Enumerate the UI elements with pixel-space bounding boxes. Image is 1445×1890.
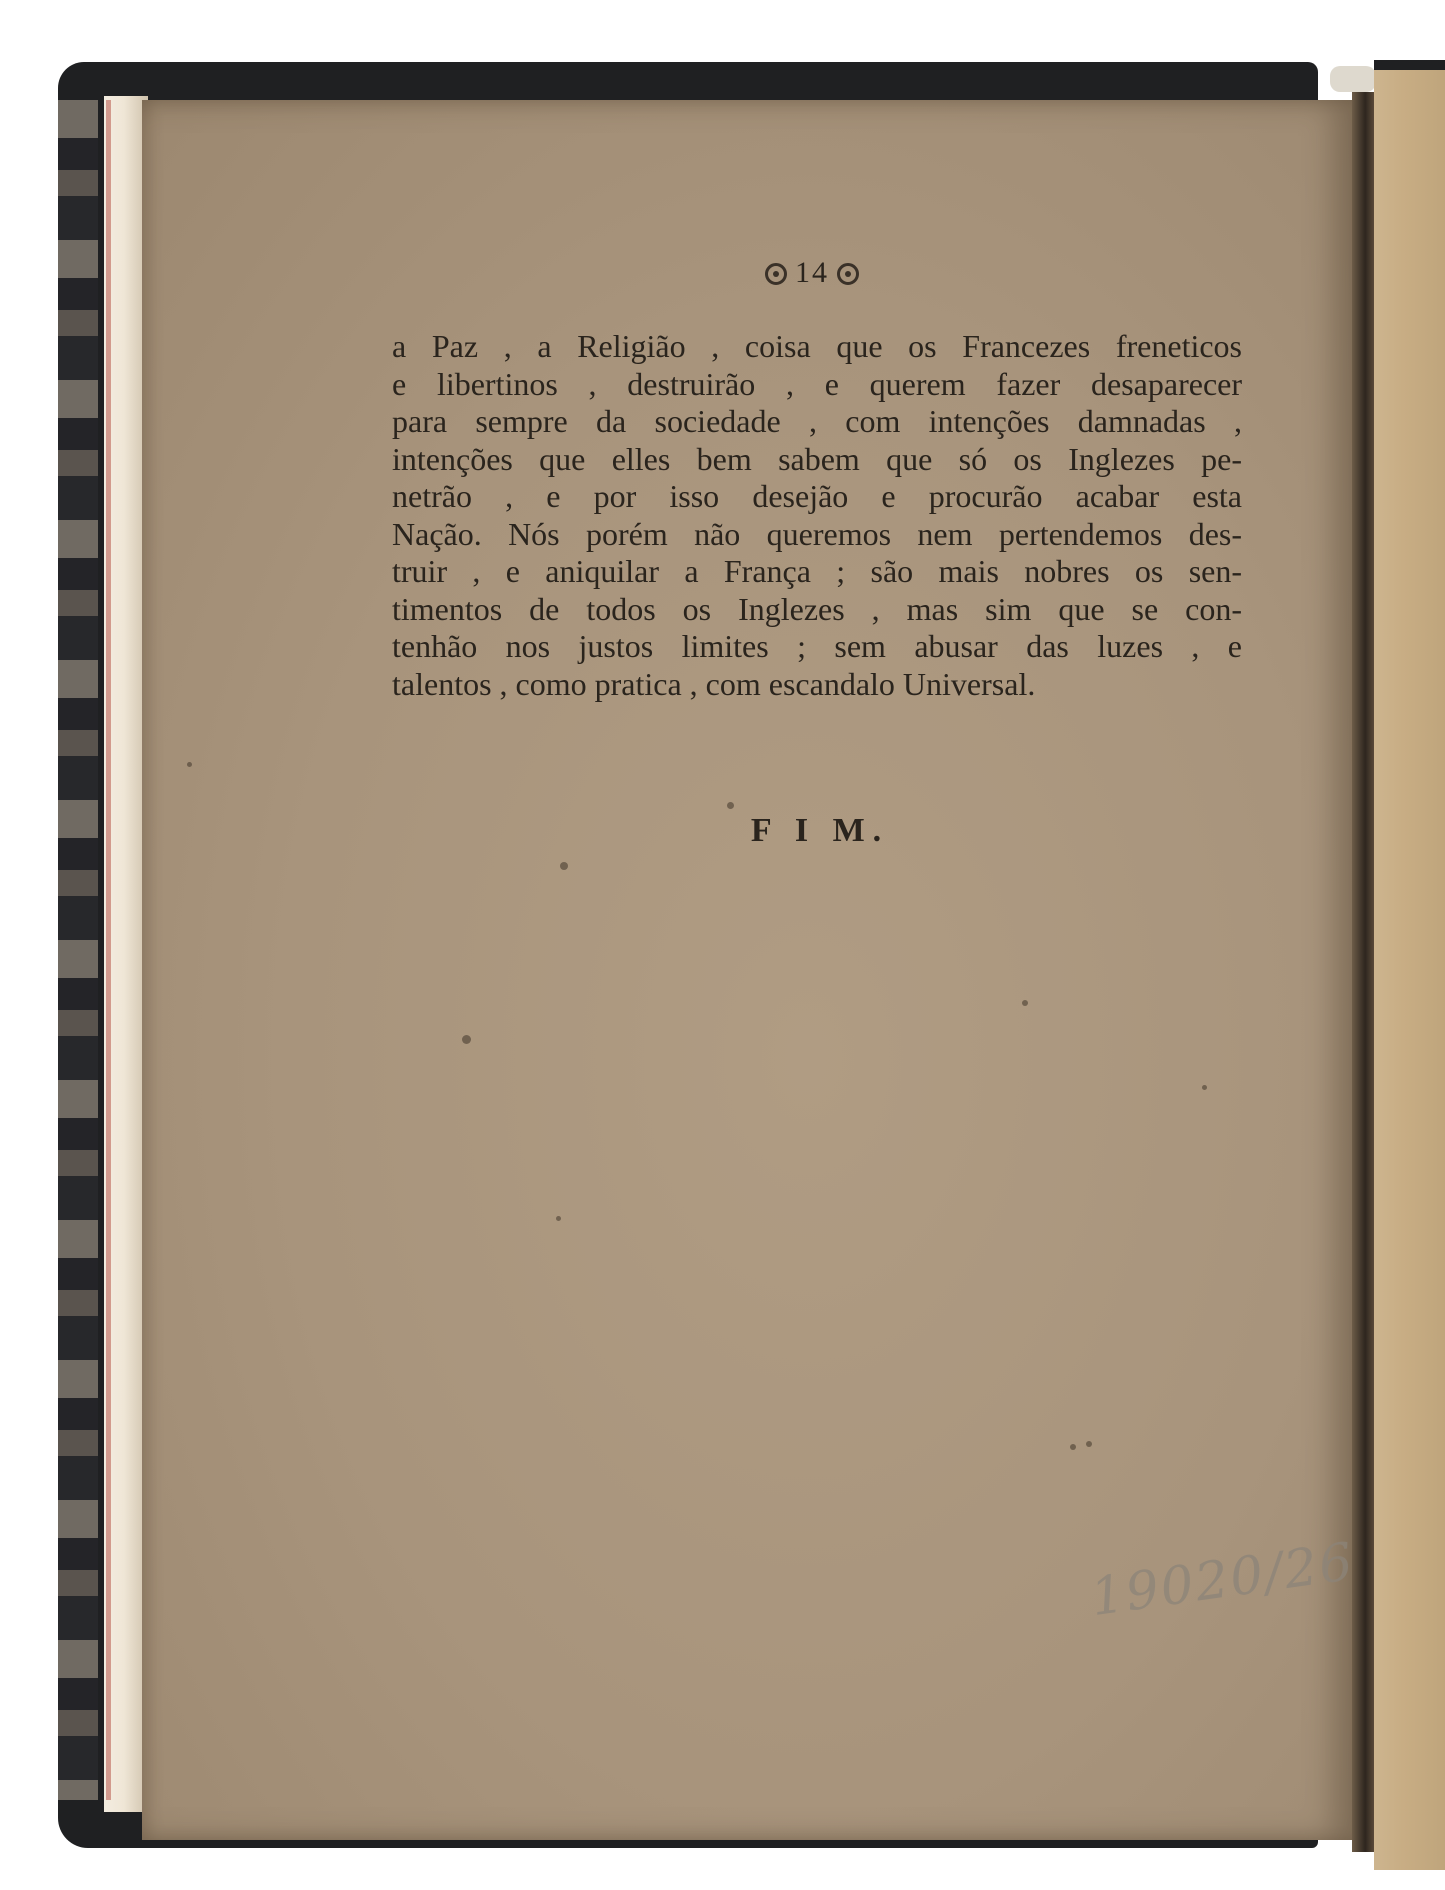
facing-page — [1374, 70, 1445, 1870]
foxing-spot — [1070, 1444, 1076, 1450]
fleuron-icon — [765, 263, 787, 285]
text-line: truir , e aniquilar a França ; são mais nobres os sen- — [392, 553, 1242, 589]
text-line: tenhão nos justos limites ; sem abusar das luzes , e — [392, 628, 1242, 664]
text-line: timentos de todos os Inglezes , mas sim que se con- — [392, 590, 1242, 627]
text-line: Nação. Nós porém não queremos nem pertendemos des- — [392, 515, 1242, 552]
text-line: intenções que elles bem sabem que só os Inglezes pe- — [392, 440, 1242, 477]
page-number-text: 14 — [795, 256, 829, 289]
binding-spine-wear — [58, 100, 98, 1800]
text-line: para sempre da sociedade , com intenções damnadas , — [392, 403, 1242, 439]
page-number — [742, 256, 882, 290]
red-page-edge — [106, 100, 111, 1800]
end-mark: F I M. — [750, 812, 890, 849]
fleuron-icon — [837, 263, 859, 285]
body-text — [392, 328, 1242, 703]
foxing-spot — [1022, 1000, 1028, 1006]
text-line: netrão , e por isso desejão e procurão acabar esta — [392, 478, 1242, 514]
foxing-spot — [462, 1035, 471, 1044]
foxing-spot — [560, 862, 568, 870]
foxing-spot — [187, 762, 192, 767]
pencil-annotation: 19020/26 — [1087, 1531, 1358, 1629]
foxing-spot — [556, 1216, 561, 1221]
foxing-spot — [727, 802, 734, 809]
text-line: a Paz , a Religião , coisa que os Francezes freneticos — [392, 328, 1242, 364]
foxing-spot — [1202, 1085, 1207, 1090]
text-line: talentos , como pratica , com escandalo Universal. — [392, 665, 1036, 702]
binding-thread — [1330, 66, 1376, 92]
text-line: e libertinos , destruirão , e querem fazer desaparecer — [392, 365, 1242, 402]
foxing-spot — [1086, 1441, 1092, 1447]
